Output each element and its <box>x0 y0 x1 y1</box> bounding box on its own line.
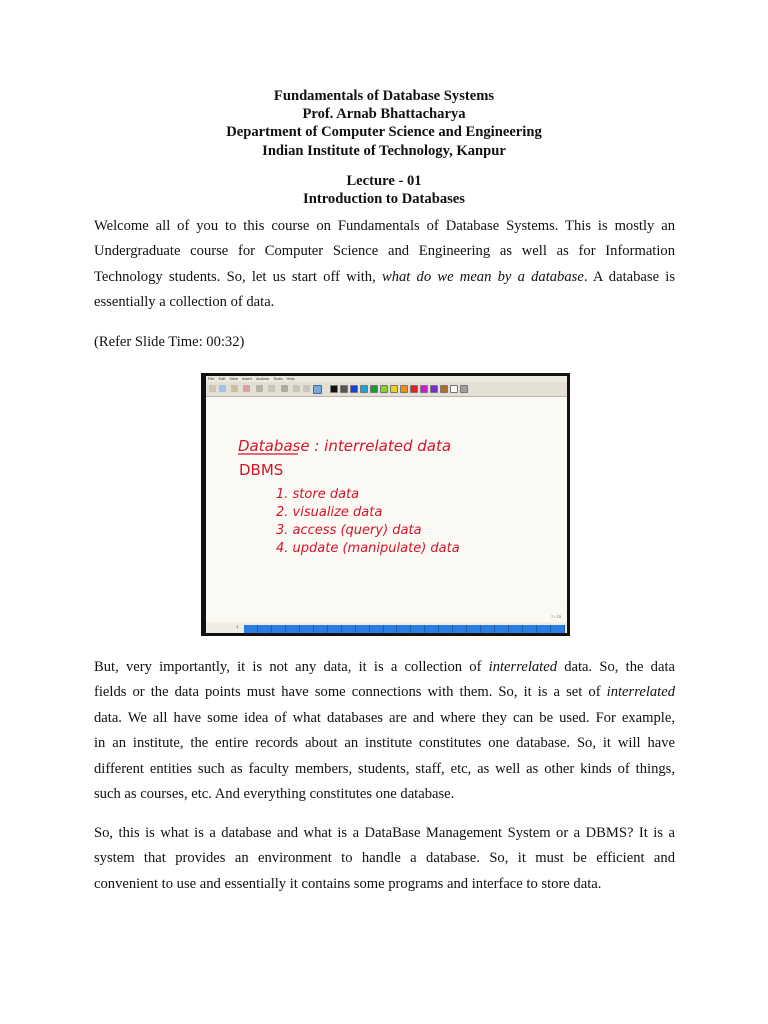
course-title: Fundamentals of Database Systems <box>273 88 495 104</box>
slide-page-number: 7 / 23 <box>550 614 561 619</box>
text-line: fields or the data points must have some connections with them. So, it is a set of interrelated <box>94 684 675 701</box>
slide-menubar: File Edit View Insert Actions Tools Help <box>206 376 567 382</box>
refer-slide-time: (Refer Slide Time: 00:32) <box>94 334 245 350</box>
page-thumbnail <box>425 625 439 633</box>
page-thumbnail <box>509 625 523 633</box>
page-thumbnail <box>453 625 467 633</box>
page-thumbnail <box>397 625 411 633</box>
handwritten-item: 4. update (manipulate) data <box>276 541 460 556</box>
text-line: Technology students. So, let us start off with, what do we mean by a database. A database is <box>94 268 675 285</box>
text-line: data. We all have some idea of what databases are and where they can be used. For example, <box>94 709 675 726</box>
current-page-label: 1 <box>236 624 239 629</box>
emphasis-text: interrelated <box>488 659 558 675</box>
page-thumbnail <box>481 625 495 633</box>
page-thumbnail <box>342 625 356 633</box>
page-thumbnail <box>286 625 300 633</box>
text-line: in an institute, the entire records about an institute constitutes one database. So, it will have <box>94 735 675 752</box>
text-line: But, very importantly, it is not any data, it is a collection of interrelated data. So, the data <box>94 659 675 675</box>
page-thumbnail <box>258 625 272 633</box>
page-thumbnail <box>537 625 551 633</box>
handwritten-item: 1. store data <box>276 487 360 502</box>
handwritten-notes <box>206 376 567 633</box>
page-thumbnail <box>523 625 537 633</box>
page-thumbnail <box>411 625 425 633</box>
text-line: such as courses, etc. And everything constitutes one database. <box>94 786 455 803</box>
text-line: Undergraduate course for Computer Science and Engineering as well as for Information <box>94 243 675 260</box>
page-thumbnail <box>328 625 342 633</box>
professor-name: Prof. Arnab Bhattacharya <box>302 106 466 123</box>
page-thumbnail <box>467 625 481 633</box>
page-thumbnail <box>356 625 370 633</box>
page-thumbnail <box>300 625 314 633</box>
emphasis-text: interrelated <box>606 684 675 701</box>
page-thumbnail <box>495 625 509 633</box>
intro-paragraph <box>94 214 675 316</box>
page-thumbnail-bar <box>244 625 565 633</box>
lecture-number: Lecture - 01 <box>346 172 422 189</box>
handwritten-item: 2. visualize data <box>276 505 383 520</box>
text-line: So, this is what is a database and what is a DataBase Management System or a DBMS? It is a <box>94 825 675 841</box>
text-line: convenient to use and essentially it contains some programs and interface to store data. <box>94 875 602 892</box>
page-thumbnail <box>314 625 328 633</box>
interrelated-paragraph <box>94 655 675 807</box>
page-thumbnail <box>272 625 286 633</box>
page-thumbnail <box>244 625 258 633</box>
handwritten-line: DBMS <box>239 461 284 479</box>
page-thumbnail <box>370 625 384 633</box>
page-thumbnail <box>384 625 398 633</box>
handwritten-item: 3. access (query) data <box>276 523 422 538</box>
page-thumbnail <box>439 625 453 633</box>
text-line: Welcome all of you to this course on Fundamentals of Database Systems. This is mostly an <box>94 218 675 234</box>
page-thumbnail <box>551 625 565 633</box>
department-name: Department of Computer Science and Engineering <box>226 124 542 141</box>
institute-name: Indian Institute of Technology, Kanpur <box>262 142 506 159</box>
handwritten-line: Database : interrelated data <box>238 437 452 455</box>
lecture-slide-image <box>201 373 570 636</box>
text-line: system that provides an environment to handle a database. So, it must be efficient and <box>94 850 675 867</box>
lecture-title: Introduction to Databases <box>303 191 465 208</box>
emphasis-text: what do we mean by a database <box>381 268 584 285</box>
text-line: different entities such as faculty members, students, staff, etc, as well as other kinds of things, <box>94 760 675 777</box>
lecture-header <box>0 87 768 208</box>
dbms-paragraph <box>94 821 675 897</box>
text-line: essentially a collection of data. <box>94 294 275 311</box>
